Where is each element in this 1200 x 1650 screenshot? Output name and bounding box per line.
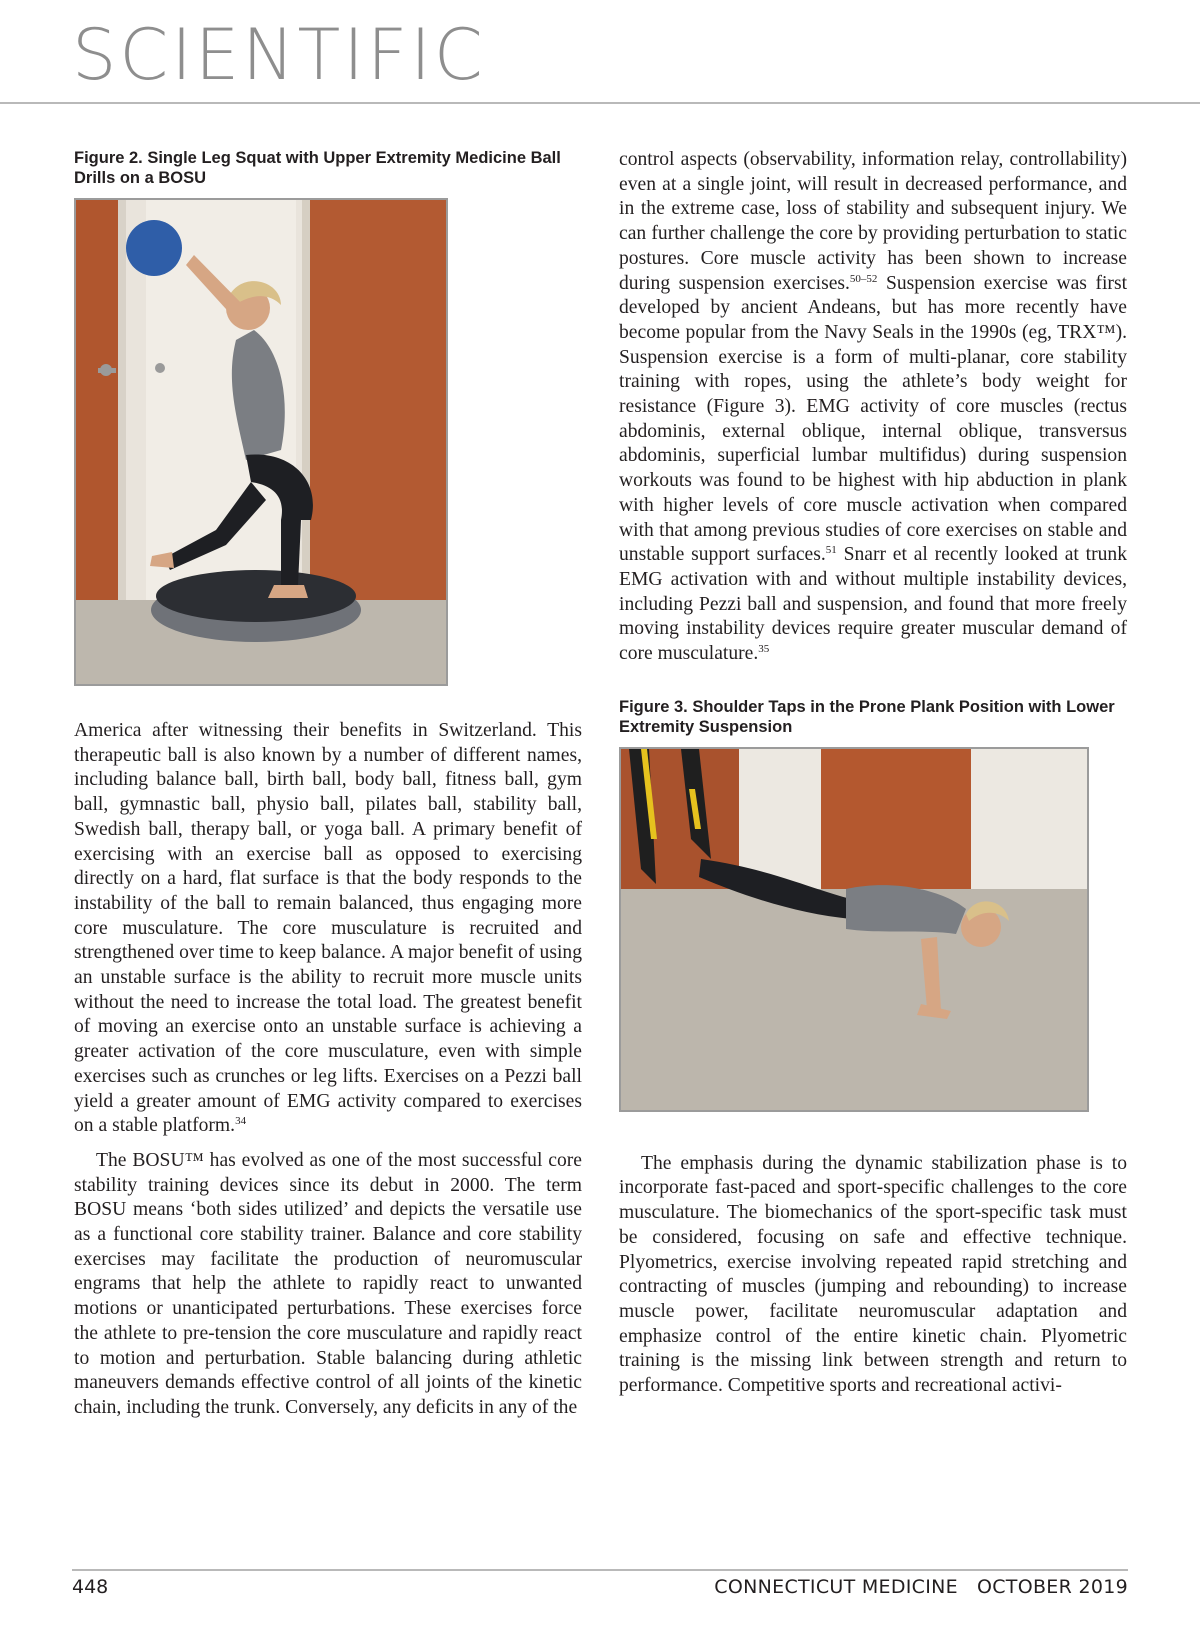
squat-illustration	[76, 200, 446, 684]
figure-2-caption: Figure 2. Single Leg Squat with Upper Extremity Medicine Ball Drills on a BOSU	[74, 149, 561, 187]
page-number: 448	[72, 1576, 109, 1598]
figure-3-photo	[619, 747, 1089, 1112]
section-header: SCIENTIFIC	[72, 14, 486, 96]
plank-illustration	[621, 749, 1087, 1110]
footer-divider	[72, 1569, 1128, 1571]
figure-2-photo	[74, 198, 448, 686]
left-column	[74, 148, 582, 1421]
right-paragraph-1: control aspects (observability, information relay, controllability) even at a single joint, will result in decreased performance, and in the extreme case, loss of stability and subsequent injury. We can further challenge the core by providing perturbation to static postures. Core muscle activity has been shown to increase during suspension exercises.$^{50-52}$ Suspension exercise was first developed by ancient Andeans, but has more recently have become popular from the Navy Seals in the 1990s (eg, TRX™). Suspension exercise is a form of multi-planar, core stability training with ropes, using the athlete’s body weight for resistance (Figure 3). EMG activity of core muscles (rectus abdominis, external oblique, internal oblique, transversus abdominis, superficial lumbar multifidus) during suspension workouts was found to be highest with hip abduction in plank with higher levels of core muscle activation when compared with that among previous studies of core exercises on stable and unstable support surfaces.$^{51}$ Snarr et al recently looked at trunk EMG activation with and without multiple instability devices, including Pezzi ball and suspension, and found that more freely moving instability devices require greater muscular demand of core musculature.$^{35}$	[619, 149, 1128, 665]
journal-footer: CONNECTICUT MEDICINE OCTOBER 2019	[714, 1576, 1128, 1598]
left-paragraph-2: The BOSU™ has evolved as one of the most successful core stability training devices since its debut in 2000. The term BOSU means ‘both sides utilized’ and depicts the versatile use as a functional core stability trainer. Balance and core stability exercises may facilitate the production of neuromuscular engrams that help the athlete to rapidly react to unwanted motions or unanticipated perturbations. These exercises force the athlete to pre-tension the core musculature and rapidly react to motion and perturbation. Stable balancing during athletic maneuvers demands effective control of all joints of the kinetic chain, including the trunk. Conversely, any deficits in any of the	[74, 1149, 582, 1418]
right-paragraph-2: The emphasis during the dynamic stabilization phase is to incorporate fast-paced and sport-specific challenges to the core musculature. The biomechanics of the sport-specific task must be considered, focusing on safe and effective technique. Plyometrics, exercise involving repeated rapid stretching and contracting of muscles (jumping and rebounding) to increase muscle power, facilitate neuromuscular adaptation and emphasize control of the entire kinetic chain. Plyometric training is the missing link between strength and return to performance. Competitive sports and recreational activi-	[619, 1152, 1127, 1397]
left-paragraph-1: America after witnessing their benefits in Switzerland. This therapeutic ball is also known by a number of different names, including balance ball, birth ball, body ball, fitness ball, gym ball, gymnastic ball, physio ball, pilates ball, stability ball, Swedish ball, therapy ball, or yoga ball. A primary benefit of exercising with an exercise ball as opposed to exercising directly on a hard, flat surface is that the body responds to the instability of the ball to remain balanced, thus engaging more core musculature. The core musculature is recruited and strengthened over time to keep balance. A major benefit of using an unstable surface is the ability to recruit more muscle units without the need to increase the total load. The greatest benefit of moving an exercise onto an unstable surface is achieving a greater activation of the core musculature, even with simple exercises such as crunches or leg lifts. Exercises on a Pezzi ball yield a greater amount of EMG activity compared to exercises on a stable platform.$^{34}$	[74, 720, 582, 1137]
right-column	[619, 148, 1127, 1399]
header-divider	[0, 102, 1200, 104]
figure-3-caption: Figure 3. Shoulder Taps in the Prone Plank Position with Lower Extremity Suspension	[619, 697, 1115, 736]
